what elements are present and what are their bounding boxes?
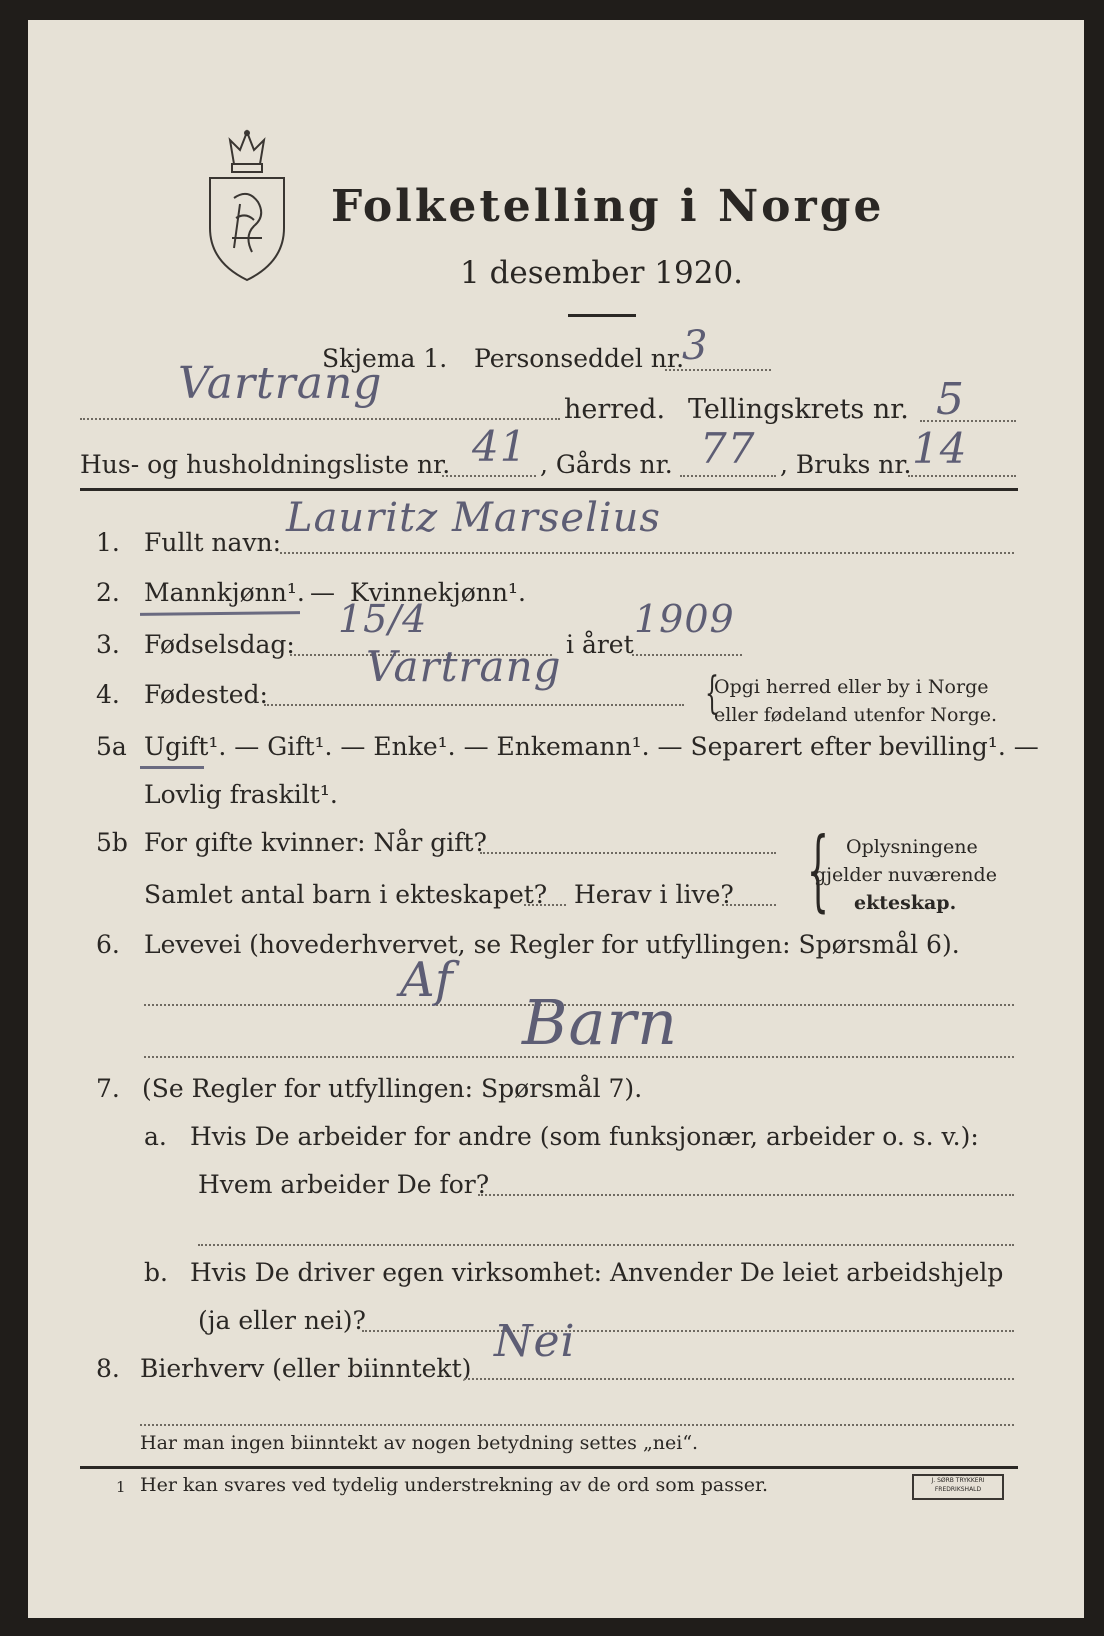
- q7a-letter: a.: [144, 1122, 167, 1151]
- q7b-letter: b.: [144, 1258, 168, 1287]
- form-title: Folketelling i Norge: [331, 181, 885, 232]
- q5b-line2: Samlet antal barn i ekteskapet?: [144, 880, 548, 909]
- bruks-line: [908, 475, 1016, 477]
- tellingskrets-label: Tellingskrets nr.: [688, 394, 909, 425]
- q2-separator: —: [310, 578, 335, 607]
- skjema-label: Skjema 1.: [322, 344, 448, 373]
- q7b-line: [362, 1330, 1014, 1332]
- q5b-note-line3: ekteskap.: [854, 892, 957, 914]
- q8-number: 8.: [96, 1354, 120, 1383]
- q2-kvinnekjonn: Kvinnekjønn¹.: [350, 578, 526, 607]
- q4-note-line2: eller fødeland utenfor Norge.: [714, 704, 998, 726]
- q3-label: Fødselsdag:: [144, 630, 295, 659]
- q7a-line1: Hvis De arbeider for andre (som funksjonær, arbeider o. s. v.):: [190, 1122, 979, 1151]
- q4-note-line1: Opgi herred eller by i Norge: [714, 676, 989, 698]
- header-divider: [80, 488, 1018, 491]
- q4-note-brace: {: [705, 668, 719, 719]
- q3-year-label: i året: [566, 630, 634, 659]
- q5b-number: 5b: [96, 828, 128, 857]
- personseddel-label: Personseddel nr.: [474, 344, 685, 373]
- hus-line: [442, 475, 536, 477]
- q5b-line1: For gifte kvinner: Når gift?: [144, 828, 487, 857]
- hus-value: 41: [472, 422, 528, 471]
- gards-value: 77: [700, 424, 756, 473]
- q2-number: 2.: [96, 578, 120, 607]
- q6-number: 6.: [96, 930, 120, 959]
- q7b-line2: (ja eller nei)?: [198, 1306, 366, 1335]
- footnote-text: Her kan svares ved tydelig understrekning av de ord som passer.: [140, 1474, 769, 1496]
- herred-label: herred.: [564, 394, 666, 425]
- q5b-line2b: Herav i live?: [574, 880, 734, 909]
- bruks-label: , Bruks nr.: [780, 450, 912, 479]
- printer-stamp-line2: FREDRIKSHALD: [934, 1486, 982, 1493]
- q5b-note-brace: {: [806, 818, 830, 921]
- q7-label: (Se Regler for utfyllingen: Spørsmål 7).: [142, 1074, 643, 1103]
- q4-number: 4.: [96, 680, 120, 709]
- q8-extra-line: [140, 1424, 1014, 1426]
- q7a-extra-line: [198, 1244, 1014, 1246]
- q6-label: Levevei (hovederhvervet, se Regler for utfyllingen: Spørsmål 6).: [144, 930, 960, 959]
- census-date: 1 desember 1920.: [460, 255, 744, 291]
- q3-number: 3.: [96, 630, 120, 659]
- q8-note: Har man ingen biinntekt av nogen betydning settes „nei“.: [140, 1432, 699, 1454]
- q3-value: 15/4: [338, 597, 428, 641]
- q2-mannkjonn-underline: [140, 611, 300, 616]
- q1-line: [280, 552, 1014, 554]
- q7-number: 7.: [96, 1074, 120, 1103]
- q3-year-value: 1909: [634, 597, 735, 641]
- q1-number: 1.: [96, 528, 120, 557]
- footnote-divider: [80, 1466, 1018, 1469]
- footnote-mark: 1: [116, 1478, 126, 1496]
- q5b-note-line2: gjelder nuværende: [814, 864, 997, 886]
- q5a-line1: Ugift¹. — Gift¹. — Enke¹. — Enkemann¹. — Separert efter bevilling¹. —: [144, 732, 1039, 761]
- q8-value: Nei: [494, 1316, 576, 1367]
- tellingskrets-value: 5: [936, 374, 965, 425]
- printer-stamp-line1: J. SØRB TRYKKERI: [931, 1477, 985, 1484]
- bruks-value: 14: [912, 424, 968, 473]
- gards-line: [680, 475, 776, 477]
- q5b-married-line: [480, 852, 776, 854]
- q1-label: Fullt navn:: [144, 528, 282, 557]
- norway-coat-of-arms-icon: [204, 128, 290, 283]
- q7b-line1: Hvis De driver egen virksomhet: Anvender De leiet arbeidshjelp: [190, 1258, 1004, 1287]
- hus-label: Hus- og husholdningsliste nr.: [80, 450, 451, 479]
- q4-value: Vartrang: [366, 642, 562, 691]
- q3-year-line: [632, 654, 742, 656]
- q6-value1: Af: [400, 952, 454, 1008]
- q5b-note-line1: Oplysningene: [846, 836, 978, 858]
- q5b-children-line: [524, 904, 566, 906]
- q4-line: [264, 704, 684, 706]
- q8-line: [464, 1378, 1014, 1380]
- q5a-line2: Lovlig fraskilt¹.: [144, 780, 338, 809]
- herred-line: [80, 418, 560, 420]
- gards-label: , Gårds nr.: [540, 450, 673, 479]
- q7a-line: [478, 1194, 1014, 1196]
- q5b-alive-line: [722, 904, 776, 906]
- title-divider: [568, 314, 636, 317]
- tellingskrets-line: [920, 420, 1016, 422]
- census-form-page: [28, 20, 1084, 1618]
- q5a-ugift-underline: [140, 766, 204, 769]
- q2-mannkjonn: Mannkjønn¹.: [144, 578, 305, 607]
- q6-value2: Barn: [522, 986, 679, 1059]
- personseddel-value: 3: [682, 323, 709, 369]
- q4-label: Fødested:: [144, 680, 268, 709]
- q5a-number: 5a: [96, 732, 127, 761]
- q1-value: Lauritz Marselius: [286, 495, 661, 541]
- herred-value: Vartrang: [178, 358, 383, 409]
- printer-stamp: [912, 1474, 1004, 1500]
- personseddel-line: [665, 369, 771, 371]
- q8-label: Bierhverv (eller biinntekt): [140, 1354, 472, 1383]
- q7a-line2: Hvem arbeider De for?: [198, 1170, 490, 1199]
